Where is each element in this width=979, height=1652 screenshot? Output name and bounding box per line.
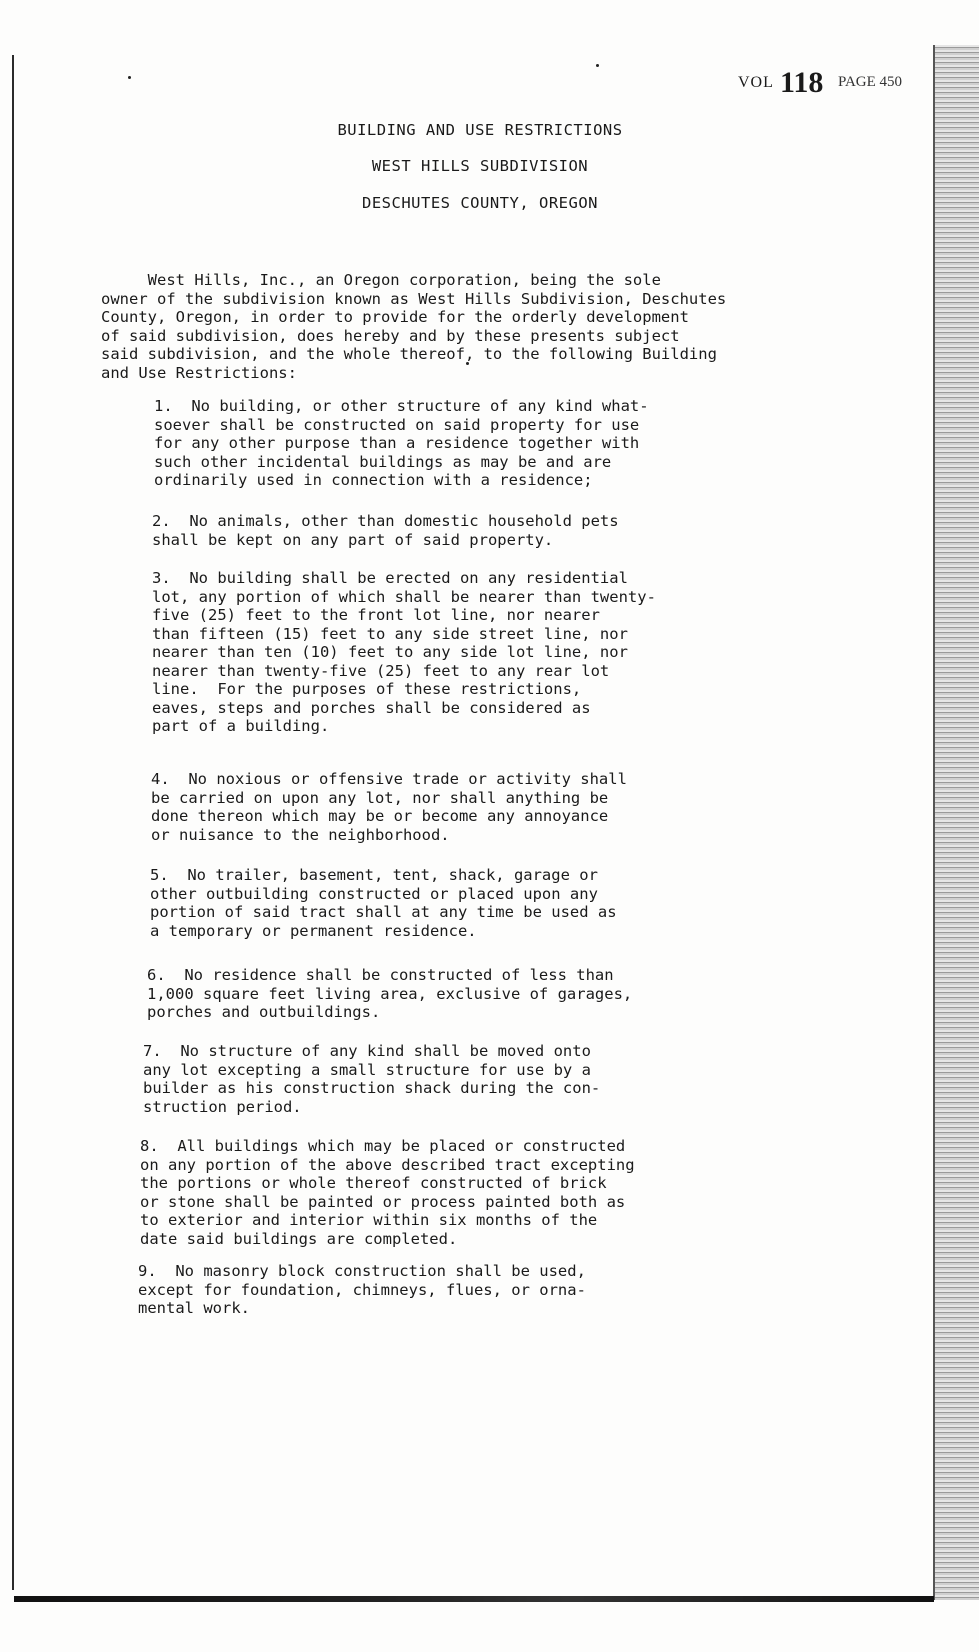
volume-label: VOL xyxy=(738,74,774,91)
bottom-scan-line xyxy=(14,1596,934,1602)
restriction-4: 4. No noxious or offensive trade or activity shall be carried on upon any lot, nor shall anything be done thereon which may be or become any annoyance or nuisance to the neighborhood. xyxy=(151,770,627,844)
document-title: BUILDING AND USE RESTRICTIONS xyxy=(337,121,623,139)
scanned-page-edge xyxy=(933,45,979,1600)
restriction-1: 1. No building, or other structure of any kind what- soever shall be constructed on said property for use for any other purpose than a residence together with such other incidental buildings as may be and are ordinarily used in connection with a residence; xyxy=(154,397,649,489)
restriction-2: 2. No animals, other than domestic household pets shall be kept on any part of said property. xyxy=(152,512,619,549)
restriction-5: 5. No trailer, basement, tent, shack, garage or other outbuilding constructed or placed upon any portion of said tract shall at any time be used as a temporary or permanent residence. xyxy=(150,866,617,940)
scan-speck xyxy=(128,76,131,79)
restriction-6: 6. No residence shall be constructed of less than 1,000 square feet living area, exclusive of garages, porches and outbuildings. xyxy=(147,966,633,1021)
subdivision-name: WEST HILLS SUBDIVISION xyxy=(371,157,589,175)
restriction-3: 3. No building shall be erected on any residential lot, any portion of which shall be nearer than twenty- five (25) feet to the front lot line, nor nearer than fifteen (15) feet to any side street line, nor nearer than ten (10) feet to any side lot line, nor nearer than twenty-five (25) feet to any rear lot line. For the purposes of these restrictions, eaves, steps and porches shall be considered as part of a building. xyxy=(152,569,656,735)
page-number: PAGE 450 xyxy=(838,74,903,90)
left-margin-line xyxy=(12,55,14,1590)
restriction-8: 8. All buildings which may be placed or constructed on any portion of the above described tract excepting the portions or whole thereof constructed of brick or stone shall be painted or process painted both as to exterior and interior within six months of the date said buildings are completed. xyxy=(140,1137,635,1248)
scan-speck xyxy=(596,64,599,67)
intro-paragraph: West Hills, Inc., an Oregon corporation, being the sole owner of the subdivision known as West Hills Subdivision, Deschutes County, Oregon, in order to provide for the orderly development of said subdivision, does hereby and by these presents subject said subdivision, and the whole thereof, to the following Building and Use Restrictions: xyxy=(101,271,727,382)
restriction-9: 9. No masonry block construction shall be used, except for foundation, chimneys, flues, or orna- mental work. xyxy=(138,1262,586,1317)
volume-number: 118 xyxy=(780,66,824,99)
restriction-7: 7. No structure of any kind shall be moved onto any lot excepting a small structure for use by a builder as his construction shack during the con- struction period. xyxy=(143,1042,601,1116)
county-state: DESCHUTES COUNTY, OREGON xyxy=(362,194,598,212)
